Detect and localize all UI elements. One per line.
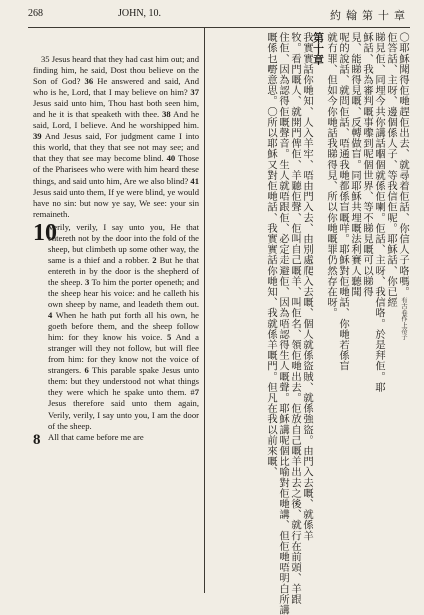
text-run: And he said, Lord, I believe. And he worshipped him. [33,109,200,131]
chinese-marginal-note: 有古卷作上帝子 [400,297,407,341]
english-text [33,54,200,448]
text-run: Jesus said unto them, If ye were blind, ye would have no sin: but now ye say, We see: your sin remaineth. [33,186,199,219]
verse-number: 7 [194,387,199,398]
chinese-chapter-heading [313,32,324,588]
text-run: Those of the Pharisees who were with him heard these things, and said unto him, Are we also blind? [33,153,199,186]
chinese-column-text: 我實實話你哋知、人入羊牢、唔由門入去、由別處爬入去嘅、個人就係盜賊、就係強盜。由門入去嘅、就係羊 [301,32,313,541]
verse-number: 39 [33,131,42,142]
chinese-column [289,32,301,605]
verse-numeral: 8 [33,431,41,448]
text-run: And a stranger will they not follow, but will flee from him: for they know not the voice of strangers. [48,332,199,376]
chinese-column [301,32,312,588]
text-run: But he that entereth in by the door is the shepherd of the sheep. [48,254,199,287]
section-mark: # [190,387,195,398]
chinese-column-text: 就冇罪、但如今你哋話我睇得見、所以你哋嘅罪仍然存在呀。 [325,32,337,319]
chinese-column [265,32,276,588]
chinese-column [325,32,336,588]
text-run: And Jesus said, For judgment came I into this world, that they that see not may see; and that they that see may become blind. [33,131,199,164]
chinese-column-text: 佢答話、主呀、邊個係人子、等我信佢呢。耶穌話、你已經 [385,32,397,308]
column-divider [204,27,205,593]
verse-number: 3 [85,276,90,287]
chapter-reference: JOHN, 10. [118,8,162,19]
text-run: Jesus said unto him, Thou hast both seen him, and he it is that speaketh with thee. [33,98,199,120]
verse-number: 2 [152,254,157,265]
chinese-column-text: 住佢、因為認得佢嘅聲音。生人就唔跟佢、必定走避佢、因為唔認得生人嘅聲。耶穌講呢個比喻對佢哋講、但佢哋唔明白所講 [277,32,289,615]
verse-number: 38 [162,109,171,120]
page-header [28,7,416,21]
chinese-column-text: 〇耶穌聞得佢哋趕佢出去、就尋着佢話、你信人子咯嗎。 [397,32,409,297]
chinese-column [397,32,408,588]
chinese-column [337,32,348,588]
chapter-numeral: 10 [33,219,57,246]
text-run: When he hath put forth all his own, he goeth before them, and the sheep follow him: for they know his voice. [48,310,199,343]
verse-number: 36 [84,76,94,87]
chinese-text [208,32,409,615]
chinese-column-text: 睇見佢、同埋今共你講話嗰個就係佢喇。佢話、主呀、我信咯。於是拜佢。耶 [373,32,385,393]
chinese-column-text: 見、能睇得見嘅、反轉做盲。同耶穌共埋嘅法利賽人聽聞 [349,32,361,297]
verse-number: 5 [167,332,172,343]
english-paragraph-verses-35-41 [33,54,199,220]
chinese-column [385,32,396,588]
verse-number: 41 [190,175,199,186]
chinese-running-title: 約翰第十章 [330,9,410,22]
text-run: This parable spake Jesus unto them: but they understood not what things they were which he spake unto them. [48,365,199,398]
verse-number: 37 [190,87,199,98]
verse-number: 4 [48,310,53,321]
text-run: All that came before me are [48,431,144,442]
chinese-column [373,32,384,588]
chinese-column-text: 牧。看門嘅人、就開門俾佢、羊聽佢聲、佢叫自己嘅羊、叫佢名、領佢哋出去。佢放自己嘅羊出去之後、就行在前頭、羊跟 [289,32,301,605]
english-paragraph-verse-8 [33,431,199,448]
chinese-column [277,32,289,615]
page-number: 268 [28,8,43,19]
chinese-column-text: 穌話、我為審判嘅事嚟到呢個世界、等不睇見嘅可以睇得 [361,32,373,297]
text-run: To him the porter openeth; and the sheep hear his voice: and he calleth his own sheep by name, and leadeth them out. [48,276,199,310]
verse-number: 40 [166,153,176,164]
chinese-column [361,32,372,588]
text-run: Jesus therefore said unto them again, Verily, verily, I say unto you, I am the door of the sheep. [48,398,199,431]
chinese-column-text: 第十章 [312,32,325,66]
text-run: He answered and said, And who is he, Lord, that I may believe on him? [33,76,199,98]
chinese-column-text: 呢的說話、就問佢話、唔通我哋都係盲嘅咩。耶穌對佢哋話、你哋若係盲 [337,32,349,372]
text-run: Verily, verily, I say unto you, He that entereth not by the door into the fold of the sheep, but climbeth up some other way, the same is a thief and a robber. [48,221,199,265]
text-run: 35 Jesus heard that they had cast him out; and finding him, he said, Dost thou believe on the Son of God? [33,54,199,87]
verse-number: 6 [84,365,89,376]
chinese-column-text: 嘅係乜嘢意思。〇所以耶穌又對佢哋話、我實實話你哋知、我就係羊嘅門。但凡在我以前來嘅、 [265,32,277,478]
english-paragraph-chapter-10 [33,219,199,432]
chinese-column [349,32,360,588]
